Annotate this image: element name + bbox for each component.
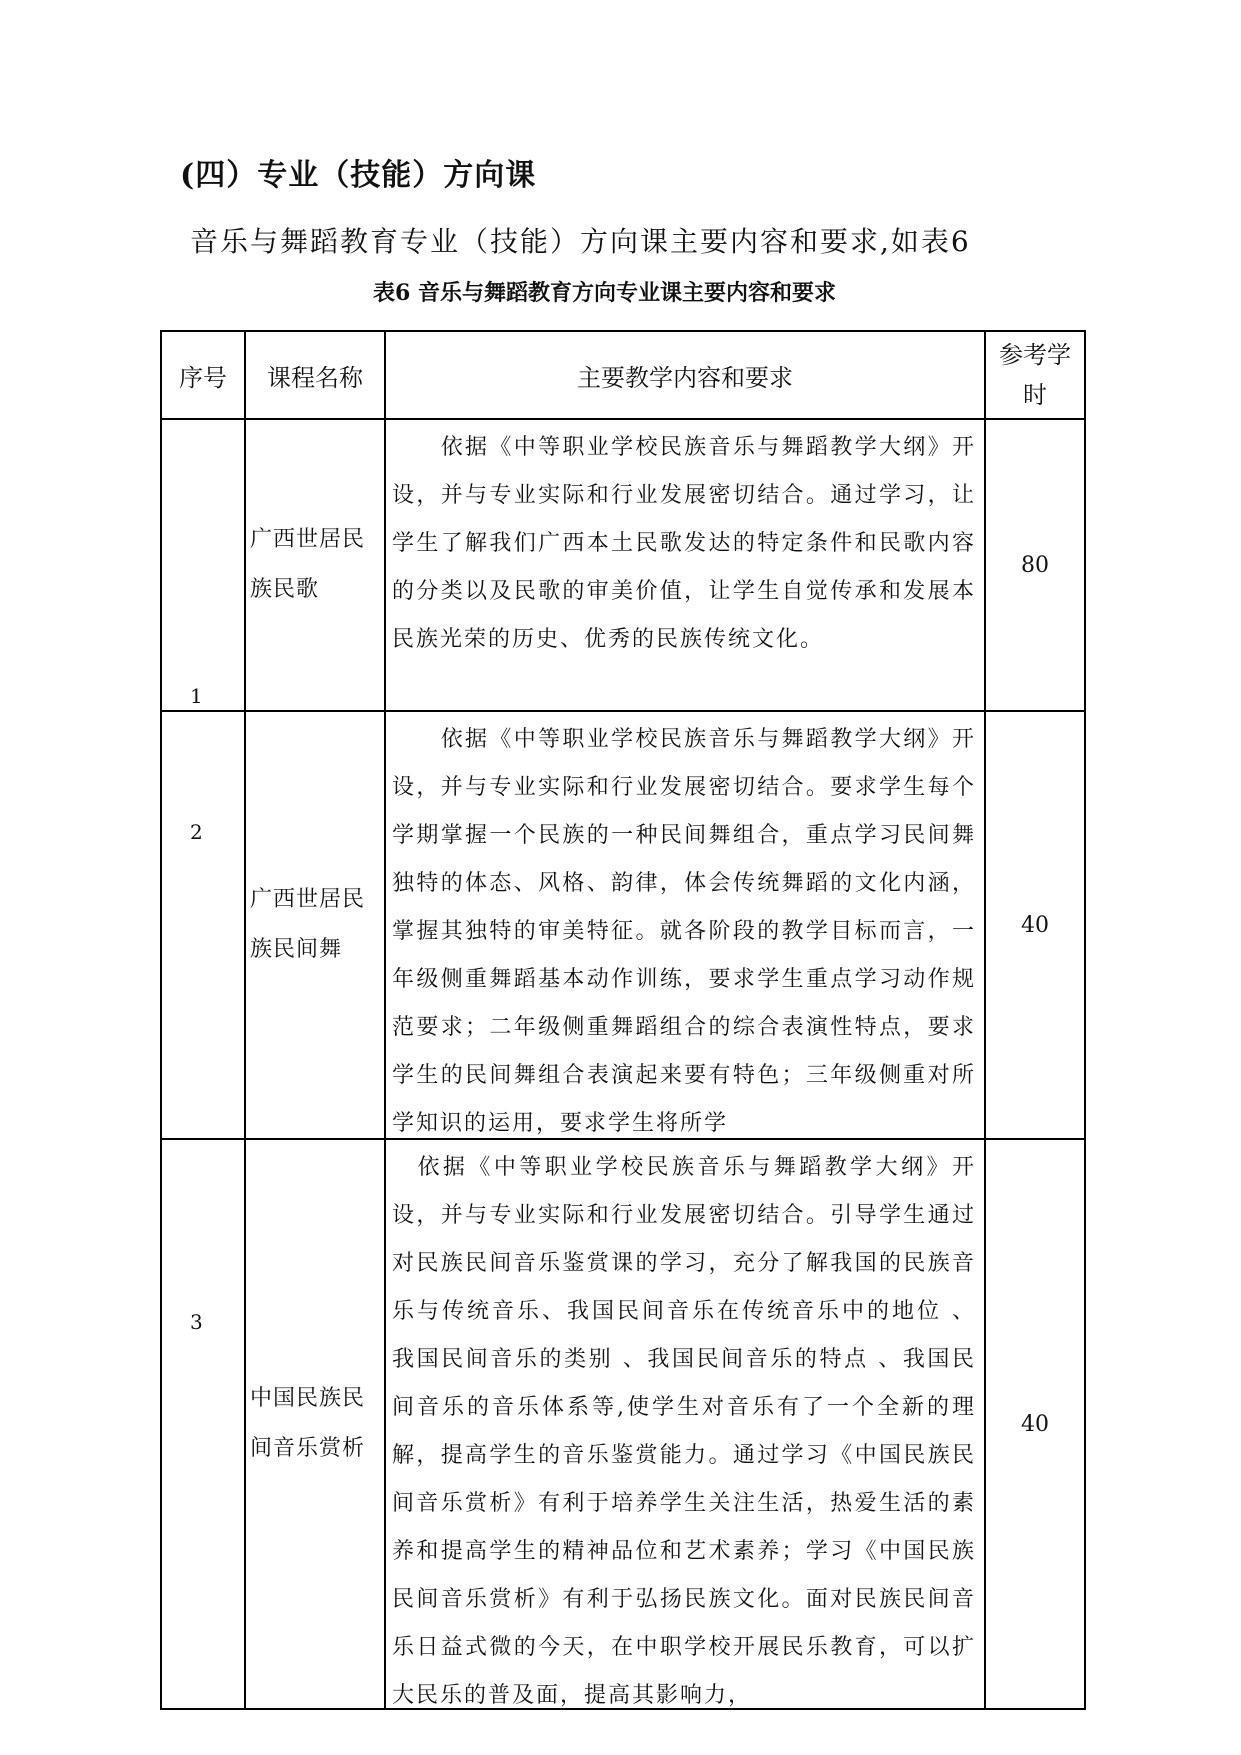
header-seq: 序号 <box>161 331 245 419</box>
header-course-name: 课程名称 <box>245 331 385 419</box>
row-seq-cell <box>161 1139 245 1709</box>
row-content: 依据《中等职业学校民族音乐与舞蹈教学大纲》开设，并与专业实际和行业发展密切结合。通过学习，让学生了解我们广西本土民歌发达的特定条件和民歌内容的分类以及民歌的审美价值，让学生自觉传承和发展本民族光荣的历史、优秀的民族传统文化。 <box>392 435 976 652</box>
row-content-cell <box>385 419 985 711</box>
row-hours: 40 <box>985 711 1085 1139</box>
header-hours-label: 参考学时 <box>999 341 1071 409</box>
row-seq-cell <box>161 711 245 1139</box>
row-seq: 3 <box>190 1310 203 1334</box>
table-caption: 表6 音乐与舞蹈教育方向专业课主要内容和要求 <box>373 280 836 306</box>
header-hours <box>985 331 1085 419</box>
intro-paragraph: 音乐与舞蹈教育专业（技能）方向课主要内容和要求,如表6 <box>190 225 971 258</box>
row-course-name: 广西世居民族民间舞 <box>245 711 385 1139</box>
row-content: 依据《中等职业学校民族音乐与舞蹈教学大纲》开设，并与专业实际和行业发展密切结合。引导学生通过对民族民间音乐鉴赏课的学习，充分了解我国的民族音乐与传统音乐、我国民间音乐在传统音乐中的地位 、我国民间音乐的类别 、我国民间音乐的特点 、我国民间音乐的音乐体系等,使学生对音乐有了一个全新的理解，提高学生的音乐鉴赏能力。通过学习《中国民族民间音乐赏析》有利于培养学生关注生活，热爱生活的素养和提高学生的精神品位和艺术素养；学习《中国民族民间音乐赏析》有利于弘扬民族文化。面对民族民间音乐日益式微的今天，在中职学校开展民乐教育，可以扩大民乐的普及面，提高其影响力， <box>392 1155 976 1708</box>
table-row <box>161 711 1085 1139</box>
table-row <box>161 419 1085 711</box>
row-seq: 1 <box>190 684 203 708</box>
row-content: 依据《中等职业学校民族音乐与舞蹈教学大纲》开设，并与专业实际和行业发展密切结合。要求学生每个学期掌握一个民族的一种民间舞组合，重点学习民间舞独特的体态、风格、韵律，体会传统舞蹈的文化内涵，掌握其独特的审美特征。就各阶段的教学目标而言，一年级侧重舞蹈基本动作训练，要求学生重点学习动作规范要求；二年级侧重舞蹈组合的综合表演性特点，要求学生的民间舞组合表演起来要有特色；三年级侧重对所学知识的运用，要求学生将所学 <box>392 727 976 1136</box>
row-seq: 2 <box>190 820 203 844</box>
row-course-name: 中国民族民间音乐赏析 <box>245 1139 385 1709</box>
table-header-row <box>161 331 1085 419</box>
row-seq-cell <box>161 419 245 711</box>
row-hours: 40 <box>985 1139 1085 1709</box>
section-title: (四）专业（技能）方向课 <box>180 158 537 193</box>
header-content: 主要教学内容和要求 <box>385 331 985 419</box>
row-content-cell <box>385 1139 985 1709</box>
row-content-cell <box>385 711 985 1139</box>
table-row <box>161 1139 1085 1709</box>
course-table <box>160 330 1086 1710</box>
row-hours: 80 <box>985 419 1085 711</box>
row-course-name: 广西世居民族民歌 <box>245 419 385 711</box>
